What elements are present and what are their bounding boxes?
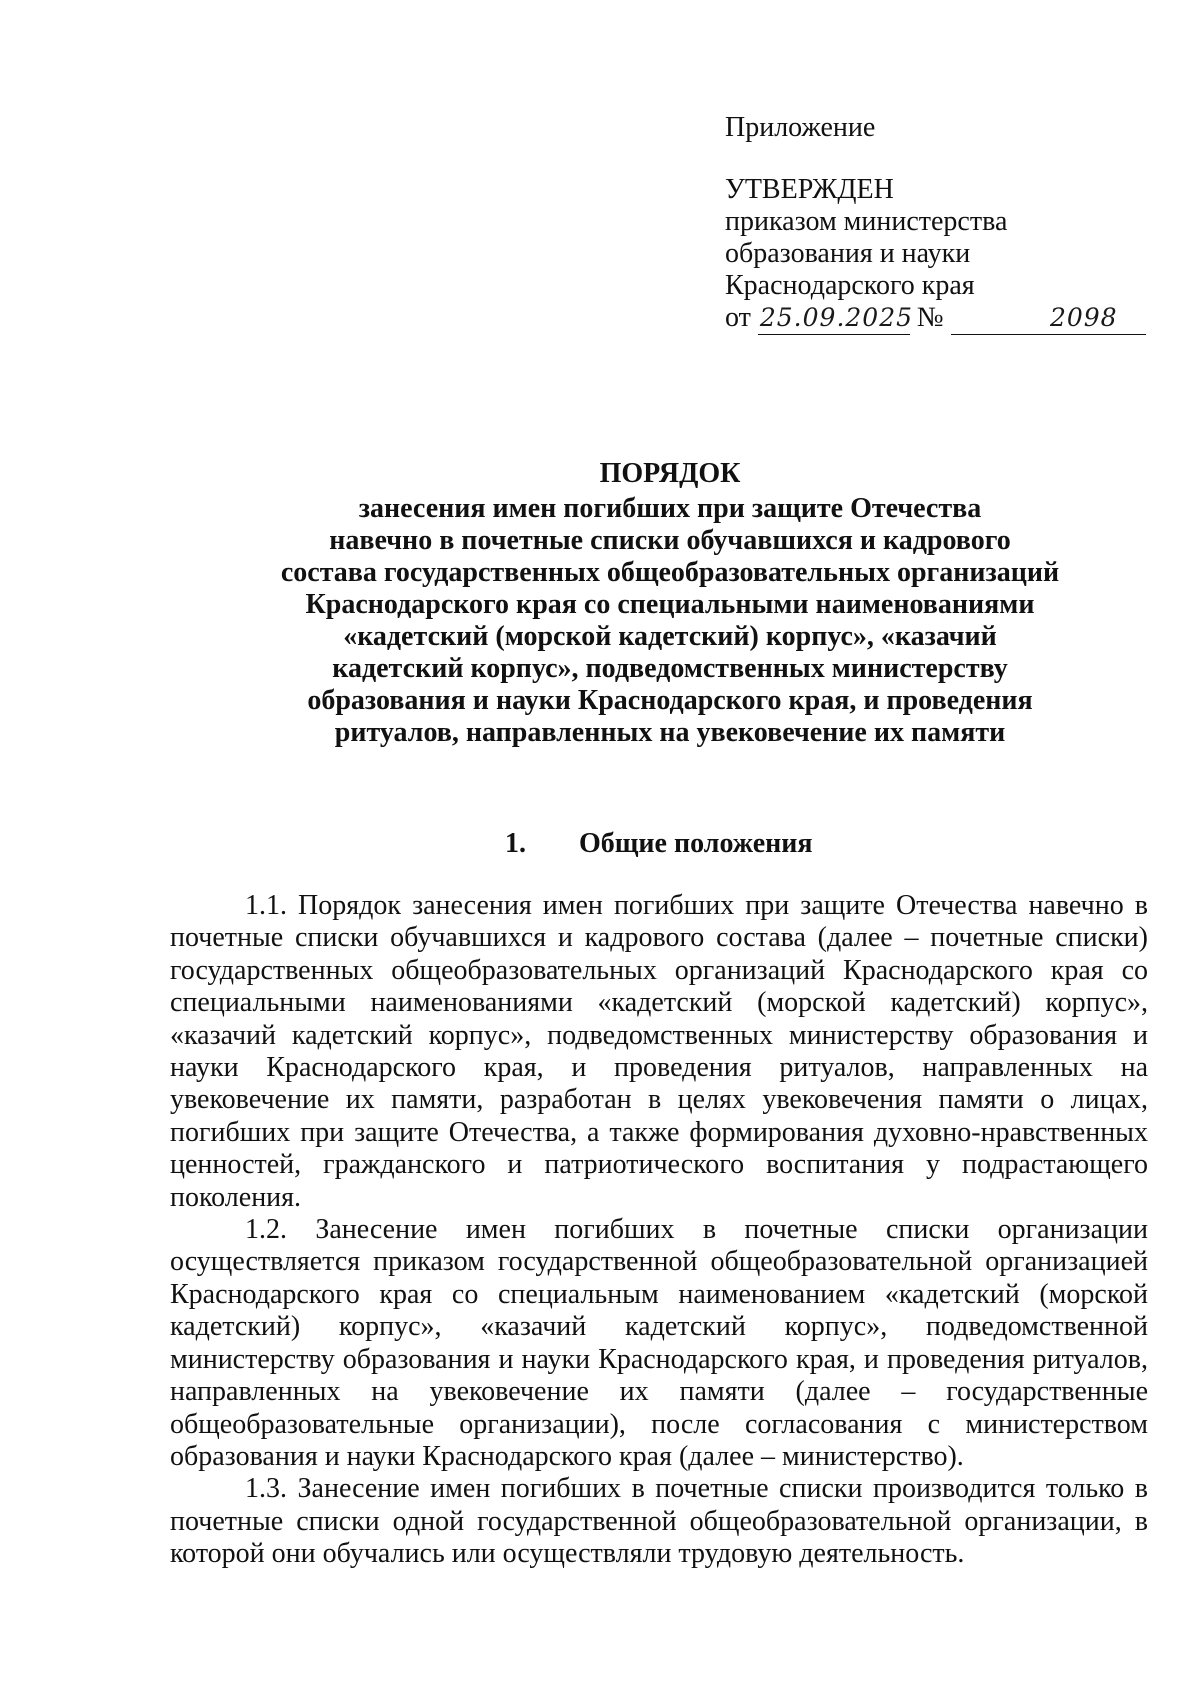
handwritten-date: 25.09.2025 [758, 302, 910, 335]
title-line: образования и науки Краснодарского края, и проведения [307, 685, 1033, 716]
title-line: ритуалов, направленных на увековечение их памяти [334, 717, 1006, 748]
section-number: 1. [505, 828, 526, 859]
title-line: «кадетский (морской кадетский) корпус», «казачий [343, 621, 997, 652]
section-title: Общие положения [579, 828, 813, 859]
title-line: Краснодарского края со специальными наименованиями [305, 589, 1035, 620]
title-line: навечно в почетные списки обучавшихся и кадрового [329, 525, 1011, 556]
title-line: занесения имен погибших при защите Отечества [358, 493, 982, 524]
appendix-block [725, 112, 1145, 335]
approval-line-2: образования и науки [725, 238, 971, 269]
section-heading [505, 828, 813, 860]
date-prefix: от [725, 302, 751, 333]
paragraph-1-1: 1.1. Порядок занесения имен погибших при защите Отечества навечно в почетные списки обучавшихся и кадрового состава (далее – почетные списки) государственных общеобразовательных организаций Краснодарского края со специальными наименованиями «кадетский (морской кадетский) корпус», «казачий кадетский корпус», подведомственных министерству образования и науки Краснодарского края, и проведения ритуалов, направленных на увековечение их памяти, разработан в целях увековечения памяти о лицах, погибших при защите Отечества, а также формирования духовно-нравственных ценностей, гражданского и патриотического воспитания у подрастающего поколения. [170, 890, 1148, 1213]
paragraph-1-3: 1.3. Занесение имен погибших в почетные списки производится только в почетные списки одной государственной общеобразовательной организации, в которой они обучались или осуществляли трудовую деятельность. [170, 1473, 1148, 1570]
document-title [250, 458, 1090, 749]
title-heading: ПОРЯДОК [599, 458, 741, 489]
handwritten-order-number: 2098 [951, 302, 1146, 335]
number-sign: № [916, 302, 944, 333]
approval-line-1: приказом министерства [725, 206, 1008, 237]
title-line: кадетский корпус», подведомственных министерству [332, 653, 1008, 684]
approval-line-3: Краснодарского края [725, 270, 975, 301]
paragraph-1-2: 1.2. Занесение имен погибших в почетные списки организации осуществляется приказом государственной общеобразовательной организацией Краснодарского края со специальным наименованием «кадетский (морской кадетский) корпус», «казачий кадетский корпус», подведомственной министерству образования и науки Краснодарского края, и проведения ритуалов, направленных на увековечение их памяти (далее – государственные общеобразовательные организации), после согласования с министерством образования и науки Краснодарского края (далее – министерство). [170, 1214, 1148, 1472]
title-line: состава государственных общеобразовательных организаций [280, 557, 1060, 588]
approved-label: УТВЕРЖДЕН [725, 174, 894, 205]
order-date-number-line [725, 302, 1145, 335]
appendix-label: Приложение [725, 112, 876, 143]
document-body [170, 890, 1148, 1571]
